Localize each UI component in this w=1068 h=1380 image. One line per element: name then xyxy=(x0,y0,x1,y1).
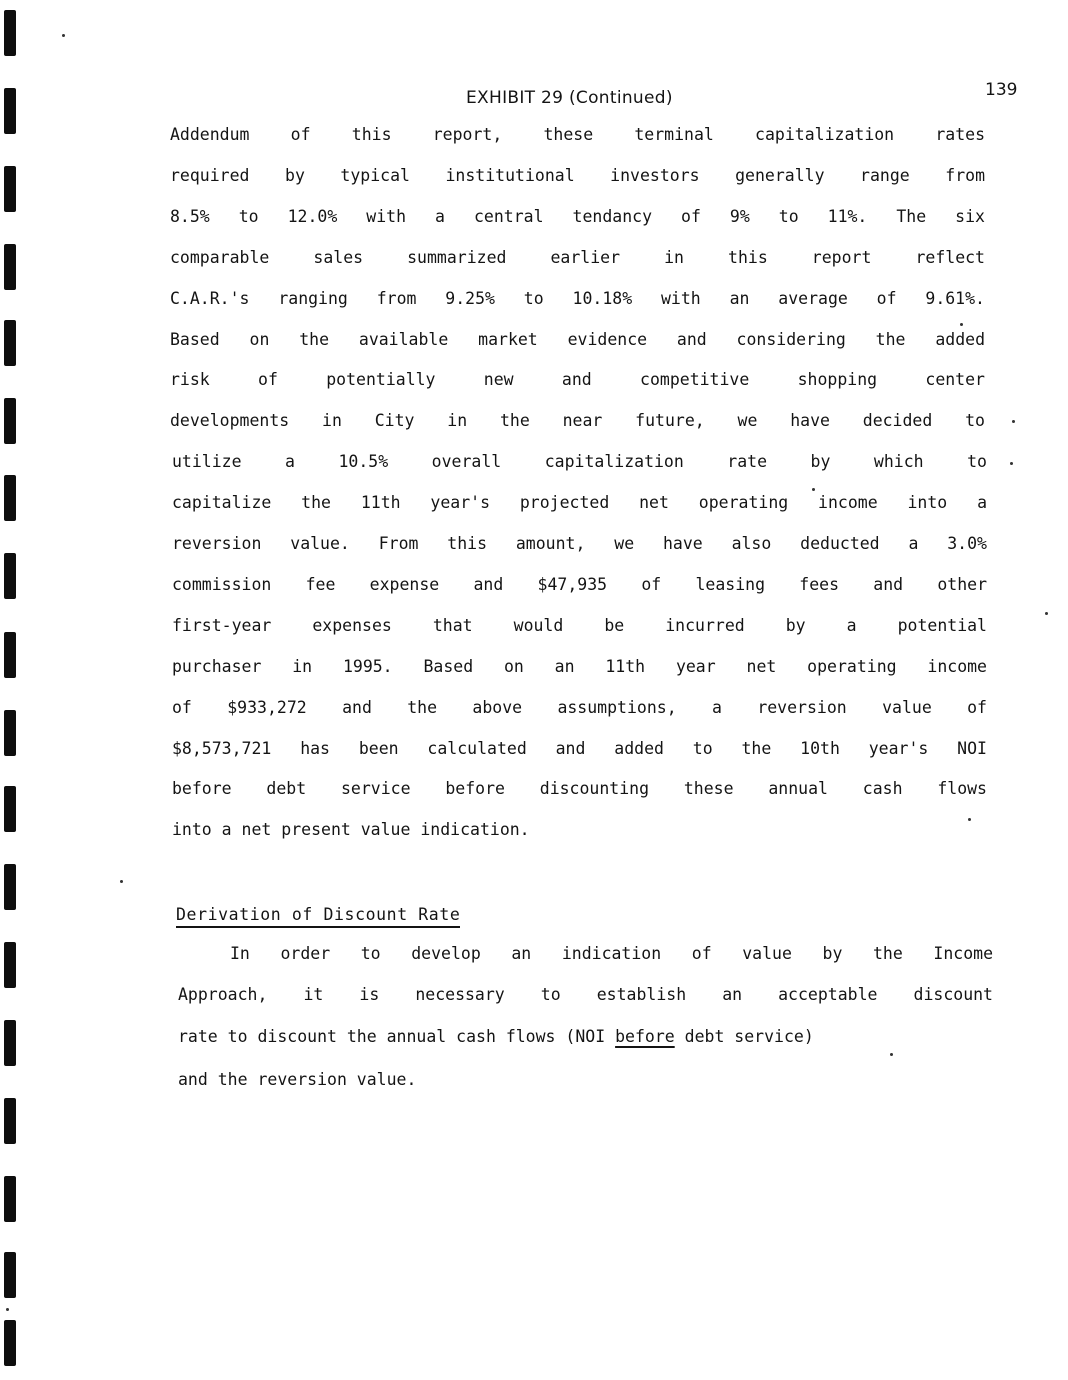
scan-speck xyxy=(1010,462,1013,465)
binder-hole xyxy=(4,1098,16,1144)
binder-hole xyxy=(4,1320,16,1366)
binder-hole xyxy=(4,475,16,521)
paragraph-line: Addendum of this report, these terminal capitalization rates xyxy=(170,125,985,144)
scan-speck xyxy=(960,323,963,326)
paragraph-line: into a net present value indication. xyxy=(172,820,530,839)
paragraph-line: required by typical institutional investors generally range from xyxy=(170,166,985,185)
binder-hole xyxy=(4,398,16,444)
binder-hole xyxy=(4,1252,16,1298)
paragraph-line: before debt service before discounting these annual cash flows xyxy=(172,779,987,798)
paragraph-line: risk of potentially new and competitive shopping center xyxy=(170,370,985,389)
scan-speck xyxy=(1012,420,1015,423)
section-line-1: In order to develop an indication of value by the Income xyxy=(230,944,993,963)
paragraph-line: C.A.R.'s ranging from 9.25% to 10.18% with an average of 9.61%. xyxy=(170,289,985,308)
paragraph-line: 8.5% to 12.0% with a central tendancy of 9% to 11%. The six xyxy=(170,207,985,226)
paragraph-line: reversion value. From this amount, we have also deducted a 3.0% xyxy=(172,534,987,553)
section-line-3-start: rate to discount the annual cash flows (NOI xyxy=(178,1027,616,1046)
paragraph-line: comparable sales summarized earlier in this report reflect xyxy=(170,248,985,267)
binder-holes xyxy=(0,0,20,1380)
binder-hole xyxy=(4,864,16,910)
page-number: 139 xyxy=(985,80,1018,100)
paragraph-line: commission fee expense and $47,935 of leasing fees and other xyxy=(172,575,987,594)
section-line-3 xyxy=(178,1026,993,1048)
section-line-3-end: debt service) xyxy=(674,1027,814,1046)
binder-hole xyxy=(4,632,16,678)
section-line-2: Approach, it is necessary to establish an acceptable discount xyxy=(178,985,993,1004)
binder-hole xyxy=(4,1176,16,1222)
scan-speck xyxy=(890,1053,893,1056)
scan-speck xyxy=(1045,612,1048,615)
scan-speck xyxy=(6,1308,9,1311)
paragraph-line: capitalize the 11th year's projected net operating income into a xyxy=(172,493,987,512)
binder-hole xyxy=(4,244,16,290)
paragraph-line: utilize a 10.5% overall capitalization rate by which to xyxy=(172,452,987,471)
paragraph-line: $8,573,721 has been calculated and added to the 10th year's NOI xyxy=(172,739,987,758)
paragraph-line: of $933,272 and the above assumptions, a reversion value of xyxy=(172,698,987,717)
scan-speck xyxy=(62,34,65,37)
section-line-4: and the reversion value. xyxy=(178,1070,417,1089)
binder-hole xyxy=(4,320,16,366)
binder-hole xyxy=(4,166,16,212)
scan-speck xyxy=(968,818,971,821)
binder-hole xyxy=(4,786,16,832)
binder-hole xyxy=(4,710,16,756)
emphasis-before: before xyxy=(615,1027,675,1046)
section-heading: Derivation of Discount Rate xyxy=(176,905,460,928)
binder-hole xyxy=(4,942,16,988)
paragraph-line: purchaser in 1995. Based on an 11th year net operating income xyxy=(172,657,987,676)
scan-speck xyxy=(812,488,815,491)
exhibit-title: EXHIBIT 29 (Continued) xyxy=(466,88,673,108)
binder-hole xyxy=(4,10,16,56)
binder-hole xyxy=(4,1020,16,1066)
scan-speck xyxy=(120,880,123,883)
binder-hole xyxy=(4,88,16,134)
paragraph-line: Based on the available market evidence and considering the added xyxy=(170,330,985,349)
paragraph-line: first-year expenses that would be incurred by a potential xyxy=(172,616,987,635)
paragraph-line: developments in City in the near future, we have decided to xyxy=(170,411,985,430)
binder-hole xyxy=(4,553,16,599)
